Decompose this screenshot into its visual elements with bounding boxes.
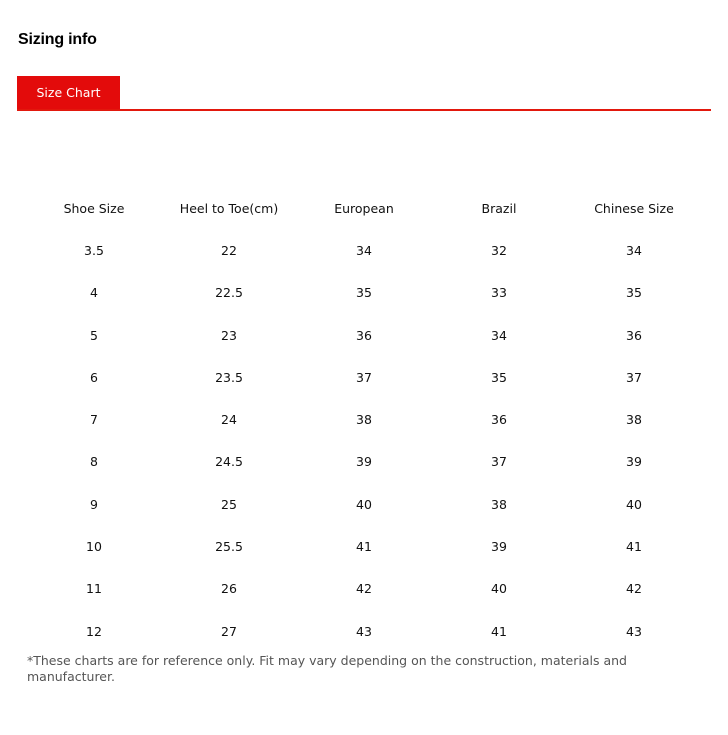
table-cell: 43 [356, 623, 372, 639]
column-header-chinese-size: Chinese Size [594, 200, 674, 216]
table-cell: 12 [86, 623, 102, 639]
table-cell: 32 [491, 242, 507, 258]
table-cell: 27 [221, 623, 237, 639]
table-row [27, 525, 701, 567]
table-cell: 9 [90, 496, 98, 512]
table-cell: 39 [626, 454, 642, 470]
table-cell: 41 [356, 539, 372, 555]
table-cell: 36 [491, 412, 507, 428]
table-cell: 6 [90, 369, 98, 385]
table-cell: 8 [90, 454, 98, 470]
reference-disclaimer: *These charts are for reference only. Fit may vary depending on the construction, materials and manufacturer. [27, 653, 627, 684]
table-cell: 11 [86, 581, 102, 597]
tab-size-chart[interactable]: Size Chart [17, 76, 120, 109]
table-cell: 23 [221, 327, 237, 343]
table-cell: 35 [626, 285, 642, 301]
table-cell: 42 [356, 581, 372, 597]
column-header-european: European [334, 200, 394, 216]
table-cell: 38 [356, 412, 372, 428]
column-header-brazil: Brazil [481, 200, 517, 216]
table-cell: 5 [90, 327, 98, 343]
table-row [27, 272, 701, 314]
table-cell: 25 [221, 496, 237, 512]
page-title: Sizing info [18, 31, 97, 48]
table-row [27, 568, 701, 610]
table-cell: 34 [356, 242, 372, 258]
table-cell: 35 [356, 285, 372, 301]
table-row [27, 441, 701, 483]
table-cell: 41 [626, 539, 642, 555]
table-cell: 43 [626, 623, 642, 639]
column-header-heel-to-toe: Heel to Toe(cm) [179, 200, 279, 216]
tab-bar [17, 76, 711, 111]
table-cell: 39 [356, 454, 372, 470]
table-cell: 10 [86, 539, 102, 555]
table-cell: 37 [356, 369, 372, 385]
table-cell: 39 [491, 539, 507, 555]
column-header-shoe-size: Shoe Size [63, 200, 125, 216]
table-cell: 34 [626, 242, 642, 258]
table-cell: 37 [626, 369, 642, 385]
table-row [27, 356, 701, 398]
table-cell: 22.5 [215, 285, 243, 301]
table-cell: 4 [90, 285, 98, 301]
table-cell: 22 [221, 242, 237, 258]
table-cell: 38 [626, 412, 642, 428]
table-header-row [27, 187, 701, 229]
table-row [27, 610, 701, 652]
table-cell: 41 [491, 623, 507, 639]
table-cell: 38 [491, 496, 507, 512]
table-row [27, 398, 701, 440]
table-cell: 40 [626, 496, 642, 512]
table-row [27, 229, 701, 271]
table-cell: 33 [491, 285, 507, 301]
table-cell: 23.5 [215, 369, 243, 385]
table-cell: 3.5 [84, 242, 104, 258]
table-cell: 42 [626, 581, 642, 597]
table-cell: 34 [491, 327, 507, 343]
table-cell: 36 [356, 327, 372, 343]
table-cell: 24 [221, 412, 237, 428]
table-cell: 40 [491, 581, 507, 597]
table-cell: 24.5 [215, 454, 243, 470]
table-cell: 25.5 [215, 539, 243, 555]
table-cell: 37 [491, 454, 507, 470]
table-cell: 40 [356, 496, 372, 512]
table-cell: 35 [491, 369, 507, 385]
size-chart-table [27, 187, 701, 652]
table-row [27, 314, 701, 356]
table-cell: 36 [626, 327, 642, 343]
table-row [27, 483, 701, 525]
table-cell: 26 [221, 581, 237, 597]
table-cell: 7 [90, 412, 98, 428]
